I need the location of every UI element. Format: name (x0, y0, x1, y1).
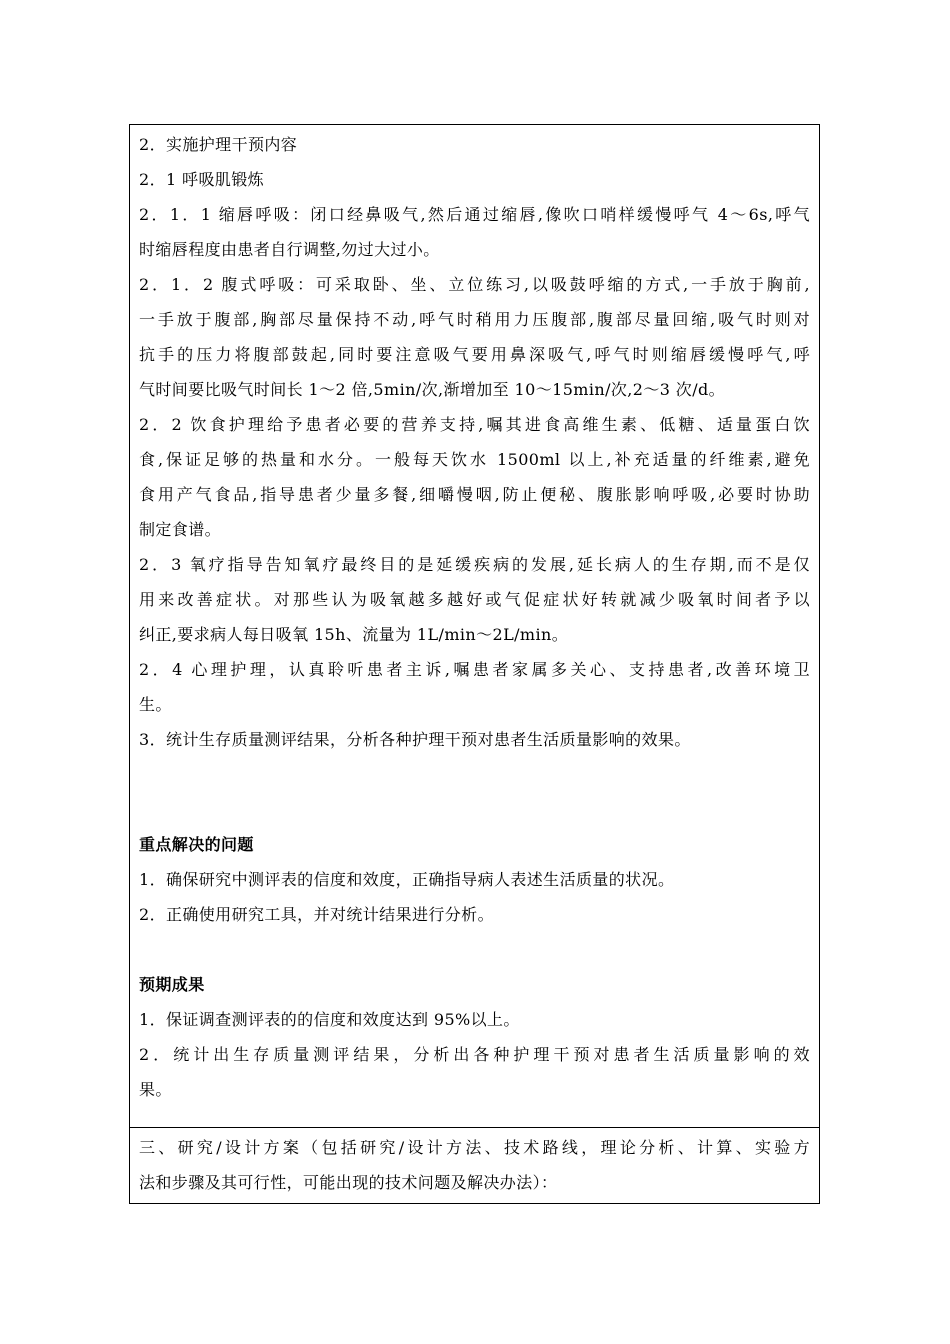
text-line: 2．1．2 腹式呼吸：可采取卧、坐、立位练习,以吸鼓呼缩的方式,一手放于胸前, (139, 275, 810, 294)
text-line: 食用产气食品,指导患者少量多餐,细嚼慢咽,防止便秘、腹胀影响呼吸,必要时协助 (139, 485, 810, 504)
section3-cell (130, 1128, 819, 1203)
text-line: 生。 (139, 695, 172, 714)
text-line: 2．2 饮食护理给予患者必要的营养支持,嘱其进食高维生素、低糖、适量蛋白饮 (139, 415, 810, 434)
text-line: 1．保证调查测评表的的信度和效度达到 95%以上。 (139, 1010, 520, 1029)
text-line: 2．3 氧疗指导告知氧疗最终目的是延缓疾病的发展,延长病人的生存期,而不是仅 (139, 555, 810, 574)
text-line: 纠正,要求病人每日吸氧 15h、流量为 1L/min～2L/min。 (139, 625, 569, 644)
text-line: 1．确保研究中测评表的信度和效度，正确指导病人表述生活质量的状况。 (139, 870, 675, 889)
text-line: 2．实施护理干预内容 (139, 135, 298, 154)
text-line: 2．统计出生存质量测评结果，分析出各种护理干预对患者生活质量影响的效 (139, 1045, 810, 1064)
text-line: 用来改善症状。对那些认为吸氧越多越好或气促症状好转就减少吸氧时间者予以 (139, 590, 810, 609)
text-line: 一手放于腹部,胸部尽量保持不动,呼气时稍用力压腹部,腹部尽量回缩,吸气时则对 (139, 310, 810, 329)
document-table (129, 124, 820, 1204)
text-line: 果。 (139, 1080, 172, 1099)
text-line: 2．正确使用研究工具，并对统计结果进行分析。 (139, 905, 494, 924)
spacer (139, 757, 810, 827)
text-line: 法和步骤及其可行性，可能出现的技术问题及解决办法）： (139, 1173, 558, 1192)
text-line: 气时间要比吸气时间长 1～2 倍,5min/次,渐增加至 10～15min/次,2～3 次/d。 (139, 380, 726, 399)
text-line: 食,保证足够的热量和水分。一般每天饮水 1500ml 以上,补充适量的纤维素,避免 (139, 450, 810, 469)
text-line: 时缩唇程度由患者自行调整,勿过大过小。 (139, 240, 440, 259)
spacer (139, 932, 810, 967)
content-cell (130, 125, 819, 1128)
key-problems-heading: 重点解决的问题 (139, 835, 254, 854)
text-line: 2．1 呼吸肌锻炼 (139, 170, 265, 189)
text-line: 2．4 心理护理，认真聆听患者主诉,嘱患者家属多关心、支持患者,改善环境卫 (139, 660, 810, 679)
text-line: 制定食谱。 (139, 520, 222, 539)
text-line: 抗手的压力将腹部鼓起,同时要注意吸气要用鼻深吸气,呼气时则缩唇缓慢呼气,呼 (139, 345, 810, 364)
text-line: 三、研究/设计方案（包括研究/设计方法、技术路线，理论分析、计算、实验方 (139, 1138, 810, 1157)
text-line: 3．统计生存质量测评结果，分析各种护理干预对患者生活质量影响的效果。 (139, 730, 691, 749)
text-line: 2．1．1 缩唇呼吸：闭口经鼻吸气,然后通过缩唇,像吹口哨样缓慢呼气 4～6s,呼气 (139, 205, 810, 224)
expected-results-heading: 预期成果 (139, 975, 205, 994)
